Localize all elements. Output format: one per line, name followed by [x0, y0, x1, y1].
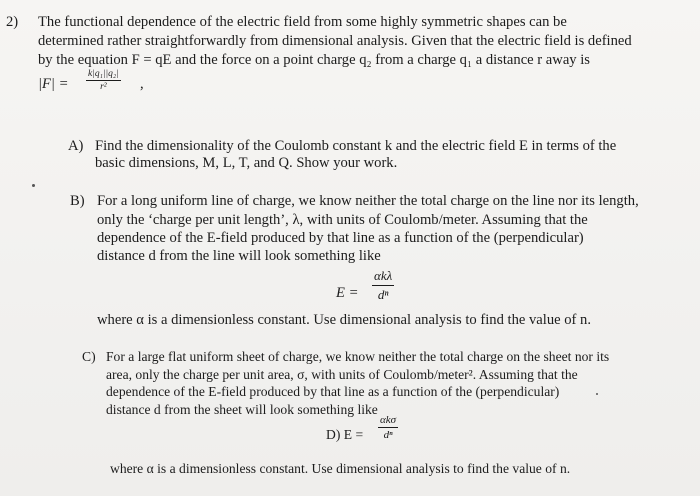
intro-line-2: determined rather straightforwardly from dimensional analysis. Given that the electric field is defined: [38, 33, 632, 49]
part-d-denominator: dⁿ: [383, 429, 393, 441]
coulomb-lhs: |F| =: [38, 76, 69, 92]
part-c-line-1: For a large flat uniform sheet of charge, we know neither the total charge on the sheet nor its: [106, 349, 610, 364]
scan-speck: [32, 184, 35, 187]
coulomb-tail: ,: [140, 76, 144, 92]
part-c-line-2: area, only the charge per unit area, σ, with units of Coulomb/meter². Assuming that the: [106, 367, 578, 382]
part-b-denominator: dⁿ: [377, 287, 389, 302]
part-b-line-1: For a long uniform line of charge, we know neither the total charge on the line nor its length,: [97, 193, 639, 209]
part-b-label: B): [70, 193, 85, 209]
part-b-line-3: dependence of the E-field produced by that line as a function of the (perpendicular): [97, 230, 584, 246]
part-b-numerator: αkλ: [372, 268, 394, 286]
part-a-line-2: basic dimensions, M, L, T, and Q. Show your work.: [95, 155, 398, 171]
part-b-line-4: distance d from the line will look something like: [97, 248, 381, 264]
part-b-eq-lhs: E =: [336, 285, 359, 301]
part-c-label: C): [82, 349, 96, 364]
part-a-label: A): [68, 138, 84, 154]
coulomb-numerator: k|q₁||q₂|: [88, 69, 119, 79]
part-a-line-1: Find the dimensionality of the Coulomb constant k and the electric field E in terms of the: [95, 138, 617, 154]
intro-line-3: by the equation F = qE and the force on a point charge q₂ from a charge q₁ a distance r away is: [38, 52, 590, 68]
part-d-fraction: [378, 414, 398, 441]
part-b-fraction: [372, 268, 394, 303]
coulomb-fraction: [86, 69, 121, 92]
part-d-after: where α is a dimensionless constant. Use dimensional analysis to find the value of n.: [110, 461, 571, 476]
scan-speck-2: [596, 393, 598, 395]
part-c-line-4: distance d from the sheet will look something like: [106, 402, 378, 417]
part-d-numerator: αkσ: [380, 414, 397, 426]
problem-number: 2): [6, 14, 19, 30]
part-c-line-3: dependence of the E-field produced by that line as a function of the (perpendicular): [106, 384, 560, 399]
intro-line-1: The functional dependence of the electric field from some highly symmetric shapes can be: [38, 14, 567, 30]
coulomb-denominator: r²: [100, 82, 107, 92]
part-b-after: where α is a dimensionless constant. Use dimensional analysis to find the value of n.: [97, 312, 592, 328]
part-b-line-2: only the ‘charge per unit length’, λ, with units of Coulomb/meter. Assuming that the: [97, 212, 588, 228]
part-d-eq-lhs: D) E =: [326, 427, 364, 442]
